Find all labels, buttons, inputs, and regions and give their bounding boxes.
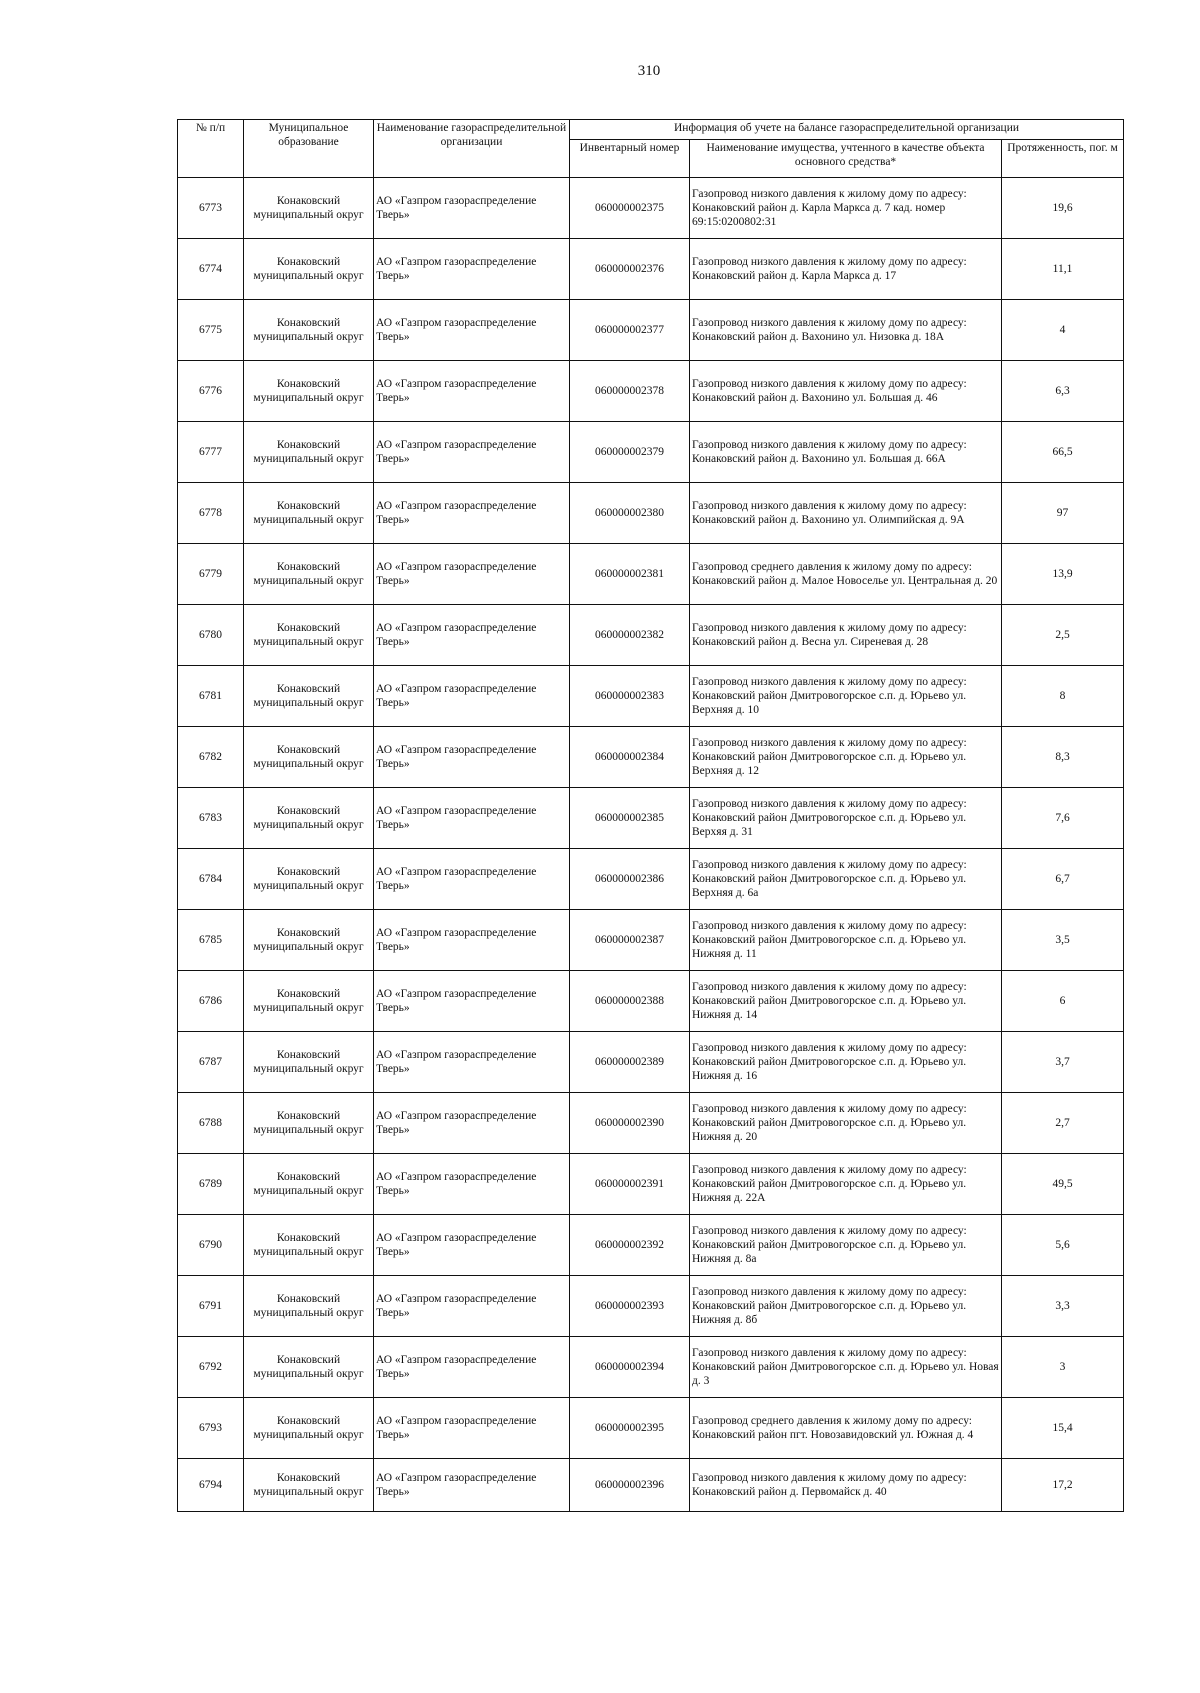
table-row	[178, 910, 1124, 971]
table-row	[178, 239, 1124, 300]
municipality-cell: Конаковский муниципальный округ	[244, 422, 374, 483]
length-cell: 17,2	[1002, 1459, 1124, 1512]
inventory-number-cell: 060000002388	[570, 971, 690, 1032]
length-cell: 2,7	[1002, 1093, 1124, 1154]
length-cell: 3,7	[1002, 1032, 1124, 1093]
asset-name-cell: Газопровод низкого давления к жилому дому по адресу: Конаковский район д. Вахонино ул. Большая д. 66А	[690, 422, 1002, 483]
row-number: 6778	[178, 483, 244, 544]
asset-name-cell: Газопровод низкого давления к жилому дому по адресу: Конаковский район д. Весна ул. Сиреневая д. 28	[690, 605, 1002, 666]
length-cell: 6,3	[1002, 361, 1124, 422]
organization-cell: АО «Газпром газораспределение Тверь»	[374, 971, 570, 1032]
municipality-cell: Конаковский муниципальный округ	[244, 1398, 374, 1459]
inventory-number-cell: 060000002379	[570, 422, 690, 483]
row-number: 6794	[178, 1459, 244, 1512]
table-row	[178, 1154, 1124, 1215]
table-row	[178, 483, 1124, 544]
asset-name-cell: Газопровод низкого давления к жилому дому по адресу: Конаковский район д. Вахонино ул. Низовка д. 18А	[690, 300, 1002, 361]
municipality-cell: Конаковский муниципальный округ	[244, 666, 374, 727]
organization-cell: АО «Газпром газораспределение Тверь»	[374, 788, 570, 849]
inventory-number-cell: 060000002396	[570, 1459, 690, 1512]
table-body	[178, 178, 1124, 1512]
length-cell: 8,3	[1002, 727, 1124, 788]
inventory-number-cell: 060000002383	[570, 666, 690, 727]
table-row	[178, 422, 1124, 483]
row-number: 6774	[178, 239, 244, 300]
asset-name-cell: Газопровод низкого давления к жилому дому по адресу: Конаковский район д. Вахонино ул. Олимпийская д. 9А	[690, 483, 1002, 544]
organization-cell: АО «Газпром газораспределение Тверь»	[374, 361, 570, 422]
organization-cell: АО «Газпром газораспределение Тверь»	[374, 422, 570, 483]
table-row	[178, 849, 1124, 910]
table-row	[178, 1337, 1124, 1398]
inventory-number-cell: 060000002380	[570, 483, 690, 544]
row-number: 6786	[178, 971, 244, 1032]
length-cell: 15,4	[1002, 1398, 1124, 1459]
organization-cell: АО «Газпром газораспределение Тверь»	[374, 178, 570, 239]
asset-name-cell: Газопровод низкого давления к жилому дому по адресу: Конаковский район Дмитровогорское с.п. д. Юрьево ул. Нижняя д. 14	[690, 971, 1002, 1032]
municipality-cell: Конаковский муниципальный округ	[244, 361, 374, 422]
row-number: 6792	[178, 1337, 244, 1398]
municipality-cell: Конаковский муниципальный округ	[244, 239, 374, 300]
organization-cell: АО «Газпром газораспределение Тверь»	[374, 605, 570, 666]
length-cell: 8	[1002, 666, 1124, 727]
page-number: 310	[637, 63, 661, 79]
length-cell: 4	[1002, 300, 1124, 361]
municipality-cell: Конаковский муниципальный округ	[244, 849, 374, 910]
row-number: 6793	[178, 1398, 244, 1459]
organization-cell: АО «Газпром газораспределение Тверь»	[374, 300, 570, 361]
row-number: 6781	[178, 666, 244, 727]
table-row	[178, 544, 1124, 605]
asset-name-cell: Газопровод низкого давления к жилому дому по адресу: Конаковский район Дмитровогорское с.п. д. Юрьево ул. Нижняя д. 11	[690, 910, 1002, 971]
asset-name-cell: Газопровод низкого давления к жилому дому по адресу: Конаковский район д. Вахонино ул. Большая д. 46	[690, 361, 1002, 422]
asset-name-cell: Газопровод среднего давления к жилому дому по адресу: Конаковский район пгт. Новозавидовский ул. Южная д. 4	[690, 1398, 1002, 1459]
length-cell: 19,6	[1002, 178, 1124, 239]
inventory-number-cell: 060000002387	[570, 910, 690, 971]
inventory-number-cell: 060000002395	[570, 1398, 690, 1459]
table-row	[178, 971, 1124, 1032]
asset-name-cell: Газопровод низкого давления к жилому дому по адресу: Конаковский район Дмитровогорское с.п. д. Юрьево ул. Нижняя д. 8а	[690, 1215, 1002, 1276]
row-number: 6773	[178, 178, 244, 239]
municipality-cell: Конаковский муниципальный округ	[244, 1337, 374, 1398]
header-inventory-number: Инвентарный номер	[570, 140, 690, 178]
inventory-number-cell: 060000002376	[570, 239, 690, 300]
asset-name-cell: Газопровод низкого давления к жилому дому по адресу: Конаковский район Дмитровогорское с.п. д. Юрьево ул. Нижняя д. 22А	[690, 1154, 1002, 1215]
asset-name-cell: Газопровод низкого давления к жилому дому по адресу: Конаковский район Дмитровогорское с.п. д. Юрьево ул. Верхняя д. 6а	[690, 849, 1002, 910]
asset-name-cell: Газопровод низкого давления к жилому дому по адресу: Конаковский район Дмитровогорское с.п. д. Юрьево ул. Нижняя д. 16	[690, 1032, 1002, 1093]
organization-cell: АО «Газпром газораспределение Тверь»	[374, 727, 570, 788]
municipality-cell: Конаковский муниципальный округ	[244, 910, 374, 971]
table-row	[178, 361, 1124, 422]
organization-cell: АО «Газпром газораспределение Тверь»	[374, 1215, 570, 1276]
row-number: 6789	[178, 1154, 244, 1215]
organization-cell: АО «Газпром газораспределение Тверь»	[374, 1032, 570, 1093]
municipality-cell: Конаковский муниципальный округ	[244, 1154, 374, 1215]
length-cell: 13,9	[1002, 544, 1124, 605]
asset-name-cell: Газопровод низкого давления к жилому дому по адресу: Конаковский район д. Первомайск д. 40	[690, 1459, 1002, 1512]
organization-cell: АО «Газпром газораспределение Тверь»	[374, 483, 570, 544]
organization-cell: АО «Газпром газораспределение Тверь»	[374, 910, 570, 971]
table-row	[178, 788, 1124, 849]
length-cell: 2,5	[1002, 605, 1124, 666]
inventory-number-cell: 060000002394	[570, 1337, 690, 1398]
table-row	[178, 666, 1124, 727]
municipality-cell: Конаковский муниципальный округ	[244, 788, 374, 849]
municipality-cell: Конаковский муниципальный округ	[244, 1276, 374, 1337]
organization-cell: АО «Газпром газораспределение Тверь»	[374, 239, 570, 300]
row-number: 6779	[178, 544, 244, 605]
municipality-cell: Конаковский муниципальный округ	[244, 483, 374, 544]
length-cell: 7,6	[1002, 788, 1124, 849]
inventory-number-cell: 060000002377	[570, 300, 690, 361]
table-row	[178, 1093, 1124, 1154]
asset-name-cell: Газопровод низкого давления к жилому дому по адресу: Конаковский район Дмитровогорское с.п. д. Юрьево ул. Верхняя д. 10	[690, 666, 1002, 727]
row-number: 6784	[178, 849, 244, 910]
table-row	[178, 178, 1124, 239]
table-row	[178, 727, 1124, 788]
municipality-cell: Конаковский муниципальный округ	[244, 1215, 374, 1276]
row-number: 6782	[178, 727, 244, 788]
row-number: 6775	[178, 300, 244, 361]
row-number: 6777	[178, 422, 244, 483]
inventory-number-cell: 060000002375	[570, 178, 690, 239]
inventory-number-cell: 060000002389	[570, 1032, 690, 1093]
table-row	[178, 1032, 1124, 1093]
organization-cell: АО «Газпром газораспределение Тверь»	[374, 849, 570, 910]
row-number: 6776	[178, 361, 244, 422]
header-length: Протяженность, пог. м	[1002, 140, 1124, 178]
header-municipality: Муниципальное образование	[244, 120, 374, 178]
length-cell: 49,5	[1002, 1154, 1124, 1215]
organization-cell: АО «Газпром газораспределение Тверь»	[374, 666, 570, 727]
organization-cell: АО «Газпром газораспределение Тверь»	[374, 544, 570, 605]
header-asset-name: Наименование имущества, учтенного в качестве объекта основного средства*	[690, 140, 1002, 178]
municipality-cell: Конаковский муниципальный округ	[244, 178, 374, 239]
row-number: 6787	[178, 1032, 244, 1093]
table-row	[178, 1276, 1124, 1337]
organization-cell: АО «Газпром газораспределение Тверь»	[374, 1154, 570, 1215]
row-number: 6791	[178, 1276, 244, 1337]
inventory-number-cell: 060000002381	[570, 544, 690, 605]
municipality-cell: Конаковский муниципальный округ	[244, 1032, 374, 1093]
inventory-number-cell: 060000002393	[570, 1276, 690, 1337]
inventory-number-cell: 060000002382	[570, 605, 690, 666]
header-balance-info: Информация об учете на балансе газораспределительной организации	[570, 120, 1124, 140]
length-cell: 3,5	[1002, 910, 1124, 971]
row-number: 6785	[178, 910, 244, 971]
asset-name-cell: Газопровод низкого давления к жилому дому по адресу: Конаковский район Дмитровогорское с.п. д. Юрьево ул. Нижняя д. 8б	[690, 1276, 1002, 1337]
asset-name-cell: Газопровод низкого давления к жилому дому по адресу: Конаковский район Дмитровогорское с.п. д. Юрьево ул. Нижняя д. 20	[690, 1093, 1002, 1154]
asset-name-cell: Газопровод низкого давления к жилому дому по адресу: Конаковский район д. Карла Маркса д. 17	[690, 239, 1002, 300]
asset-name-cell: Газопровод низкого давления к жилому дому по адресу: Конаковский район Дмитровогорское с.п. д. Юрьево ул. Новая д. 3	[690, 1337, 1002, 1398]
row-number: 6790	[178, 1215, 244, 1276]
length-cell: 97	[1002, 483, 1124, 544]
inventory-number-cell: 060000002391	[570, 1154, 690, 1215]
municipality-cell: Конаковский муниципальный округ	[244, 971, 374, 1032]
inventory-number-cell: 060000002390	[570, 1093, 690, 1154]
organization-cell: АО «Газпром газораспределение Тверь»	[374, 1337, 570, 1398]
municipality-cell: Конаковский муниципальный округ	[244, 727, 374, 788]
table-row	[178, 605, 1124, 666]
municipality-cell: Конаковский муниципальный округ	[244, 544, 374, 605]
table-row	[178, 1459, 1124, 1512]
municipality-cell: Конаковский муниципальный округ	[244, 300, 374, 361]
municipality-cell: Конаковский муниципальный округ	[244, 605, 374, 666]
inventory-number-cell: 060000002386	[570, 849, 690, 910]
length-cell: 6	[1002, 971, 1124, 1032]
organization-cell: АО «Газпром газораспределение Тверь»	[374, 1093, 570, 1154]
length-cell: 66,5	[1002, 422, 1124, 483]
gas-pipeline-registry-table	[177, 119, 1124, 1512]
table-row	[178, 300, 1124, 361]
municipality-cell: Конаковский муниципальный округ	[244, 1093, 374, 1154]
inventory-number-cell: 060000002378	[570, 361, 690, 422]
organization-cell: АО «Газпром газораспределение Тверь»	[374, 1398, 570, 1459]
organization-cell: АО «Газпром газораспределение Тверь»	[374, 1459, 570, 1512]
table-row	[178, 1398, 1124, 1459]
header-num: № п/п	[178, 120, 244, 178]
row-number: 6788	[178, 1093, 244, 1154]
table-row	[178, 1215, 1124, 1276]
asset-name-cell: Газопровод низкого давления к жилому дому по адресу: Конаковский район Дмитровогорское с.п. д. Юрьево ул. Верхняя д. 12	[690, 727, 1002, 788]
municipality-cell: Конаковский муниципальный округ	[244, 1459, 374, 1512]
asset-name-cell: Газопровод низкого давления к жилому дому по адресу: Конаковский район Дмитровогорское с.п. д. Юрьево ул. Верхяя д. 31	[690, 788, 1002, 849]
inventory-number-cell: 060000002392	[570, 1215, 690, 1276]
asset-name-cell: Газопровод среднего давления к жилому дому по адресу: Конаковский район д. Малое Новоселье ул. Центральная д. 20	[690, 544, 1002, 605]
asset-name-cell: Газопровод низкого давления к жилому дому по адресу: Конаковский район д. Карла Маркса д. 7 кад. номер 69:15:0200802:31	[690, 178, 1002, 239]
row-number: 6780	[178, 605, 244, 666]
row-number: 6783	[178, 788, 244, 849]
inventory-number-cell: 060000002384	[570, 727, 690, 788]
length-cell: 6,7	[1002, 849, 1124, 910]
length-cell: 3	[1002, 1337, 1124, 1398]
organization-cell: АО «Газпром газораспределение Тверь»	[374, 1276, 570, 1337]
length-cell: 3,3	[1002, 1276, 1124, 1337]
length-cell: 5,6	[1002, 1215, 1124, 1276]
length-cell: 11,1	[1002, 239, 1124, 300]
header-organization: Наименование газораспределительной организации	[374, 120, 570, 178]
inventory-number-cell: 060000002385	[570, 788, 690, 849]
